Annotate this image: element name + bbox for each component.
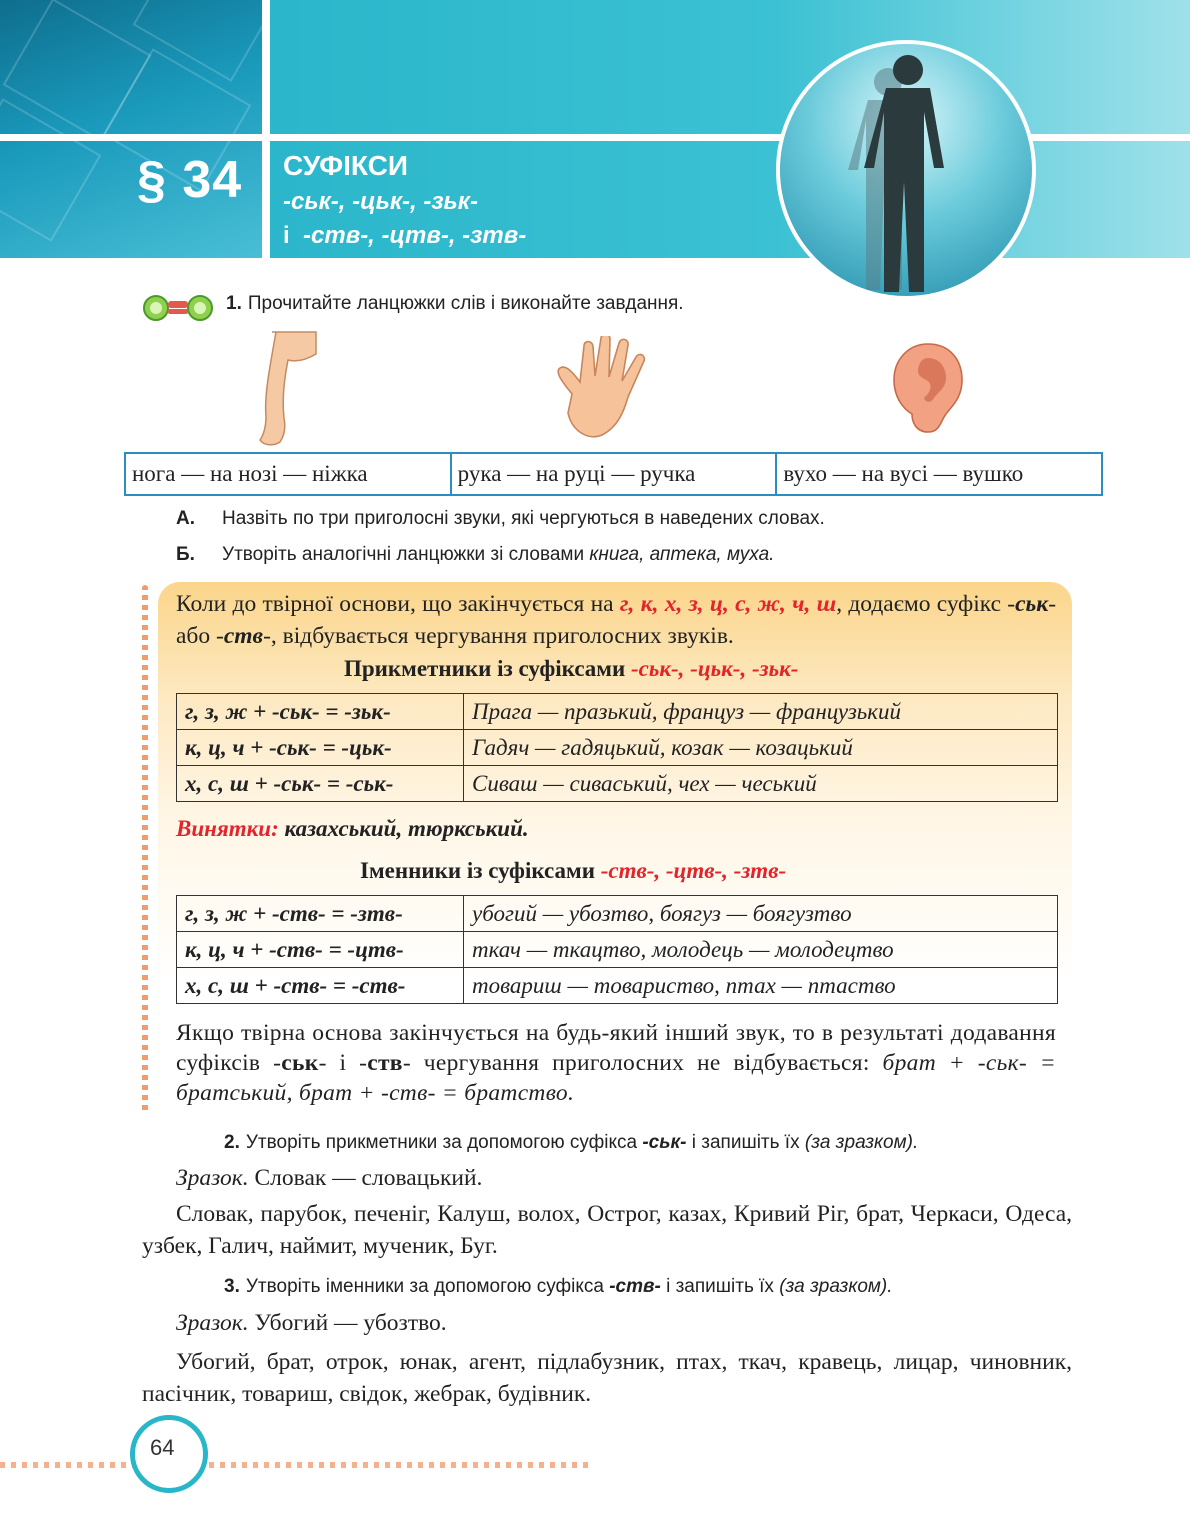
task2-text: Утворіть прикметники за допомогою суфікса [245,1132,638,1153]
adjectives-table [176,693,1058,802]
task2-number: 2. [224,1132,240,1153]
topic-conjunction: і [283,222,290,249]
chain-ruka: рука — на руці — ручка [452,454,778,494]
topic-suffixes-adjectives: -ськ-, -цьк-, -зьк- [283,188,478,215]
subtask-a-text: Назвіть по три приголосні звуки, які чергуються в наведених словах. [222,508,825,529]
hand-icon [552,336,662,453]
subtask-b-words: книга, аптека, муха. [589,544,775,565]
footer-dotted-line [0,1462,590,1468]
task3-sample [142,1307,1106,1339]
header-decor-left [0,0,262,258]
task2-sample [142,1162,1106,1194]
task2-words: Словак, парубок, печеніг, Калуш, волох, Острог, казах, Кривий Ріг, брат, Черкаси, Одеса, узбек, Галич, наймит, мученик, Буг. [142,1201,1072,1259]
leg-icon [244,330,324,453]
subtask-b-text: Утворіть аналогічні ланцюжки зі словами [222,544,585,565]
rule-intro [176,588,1056,652]
rule-outro-text-2: - і - [318,1050,368,1076]
task3-sample-text: Убогий — убозтво. [254,1310,447,1336]
rule-dotted-border [142,585,148,1115]
chain-noha: нога — на нозі — ніжка [126,454,452,494]
rule-formula: г, з, ж + -ськ- = -зьк- [177,694,464,730]
header-banner [270,0,1190,258]
task2-suffix: -ськ- [642,1132,687,1153]
paragraph-number: § 34 [137,151,243,209]
rule-outro [176,1018,1056,1108]
rule-intro-text-4: -, відбувається чергування приголосних звуків. [263,623,734,649]
rule-formula: х, с, ш + -ств- = -ств- [177,968,464,1004]
header-vertical-divider [262,0,270,258]
exceptions-label: Винятки: [176,816,279,841]
rule-example: Гадяч — гадяцький, козак — козацький [464,730,1058,766]
nouns-heading-text: Іменники із суфіксами [360,858,595,883]
rule-outro-text-3: - чергування приголосних не відбувається: [402,1050,870,1076]
rule-example: ткач — ткацтво, молодець — молодецтво [464,932,1058,968]
rule-example: товариш — товариство, птах — птаство [464,968,1058,1004]
table-row [177,932,1058,968]
topic-suffixes-nouns [283,222,526,250]
task3-text: Утворіть іменники за допомогою суфікса [245,1276,604,1297]
rule-formula: х, с, ш + -ськ- = -ськ- [177,766,464,802]
task3-text-2: і запишіть їх [666,1276,774,1297]
rule-intro-letters: г, к, х, з, ц, с, ж, ч, ш [619,591,837,617]
rule-outro-example: брат + -ськ- = братський, брат + -ств- = братство. [176,1050,1056,1106]
rule-intro-text-2: , додаємо суфікс - [836,591,1016,617]
rule-example: Сиваш — сиваський, чех — чеський [464,766,1058,802]
table-row [177,968,1058,1004]
binoculars-icon [142,292,214,322]
exceptions-words: казахський, тюркський. [284,816,529,841]
rule-example: убогий — убозтво, боягуз — боягузтво [464,896,1058,932]
task1-text: Прочитайте ланцюжки слів і виконайте завдання. [247,293,684,314]
topic-title: СУФІКСИ [283,150,408,181]
rule-outro-suffix-sk: ськ [281,1050,319,1076]
ear-icon [890,340,966,441]
subtask-b-label: Б. [176,544,195,565]
task2-sample-text: Словак — словацький. [254,1165,483,1191]
nouns-heading [360,858,786,884]
task2-note: (за зразком). [804,1132,919,1153]
adjectives-heading-suffixes: -ськ-, -цьк-, -зьк- [630,656,799,681]
task1-instruction [226,293,684,315]
exceptions-line [176,816,529,842]
rule-formula: г, з, ж + -ств- = -зтв- [177,896,464,932]
rule-intro-text-3: - або - [176,591,1057,649]
task3-sample-label: Зразок. [176,1310,249,1336]
task3-words: Убогий, брат, отрок, юнак, агент, підлабузник, птах, ткач, кравець, лицар, чиновник, пасічник, товариш, свідок, жебрак, будівник. [142,1349,1072,1407]
adjectives-heading-text: Прикметники із суфіксами [344,656,626,681]
task1-number: 1. [226,293,242,314]
task3-note: (за зразком). [779,1276,893,1297]
rule-intro-suffix-sk: ськ [1015,591,1049,617]
task3-suffix: -ств- [609,1276,661,1297]
task3-number: 3. [224,1276,240,1297]
task2-text-2: і запишіть їх [691,1132,800,1153]
human-silhouette-illustration [776,40,1036,300]
rule-formula: к, ц, ч + -ств- = -цтв- [177,932,464,968]
task2-instruction [224,1132,918,1154]
rule-outro-text: Якщо твірна основа закінчується на будь-який інший звук, то в результаті додавання суфіксів - [176,1020,1056,1076]
word-chains-table [124,452,1103,496]
rule-intro-suffix-stv: ств [223,623,264,649]
adjectives-heading [344,656,798,682]
chain-vukho: вухо — на вусі — вушко [783,461,1024,486]
topic-noun-suffixes: -ств-, -цтв-, -зтв- [303,222,527,249]
table-row [177,896,1058,932]
task2-sample-label: Зразок. [176,1165,249,1191]
rule-formula: к, ц, ч + -ськ- = -цьк- [177,730,464,766]
task3-instruction [224,1276,893,1298]
task1-subtask-a [176,508,825,530]
table-row [177,766,1058,802]
rule-intro-text: Коли до твірної основи, що закінчується на [176,591,614,617]
subtask-a-label: А. [176,508,195,529]
page-number: 64 [150,1435,175,1460]
rule-example: Прага — празький, француз — французький [464,694,1058,730]
nouns-table [176,895,1058,1004]
table-row [177,694,1058,730]
nouns-heading-suffixes: -ств-, -цтв-, -зтв- [600,858,787,883]
task1-subtask-b [176,544,774,566]
table-row [177,730,1058,766]
rule-outro-suffix-stv: ств [367,1050,403,1076]
